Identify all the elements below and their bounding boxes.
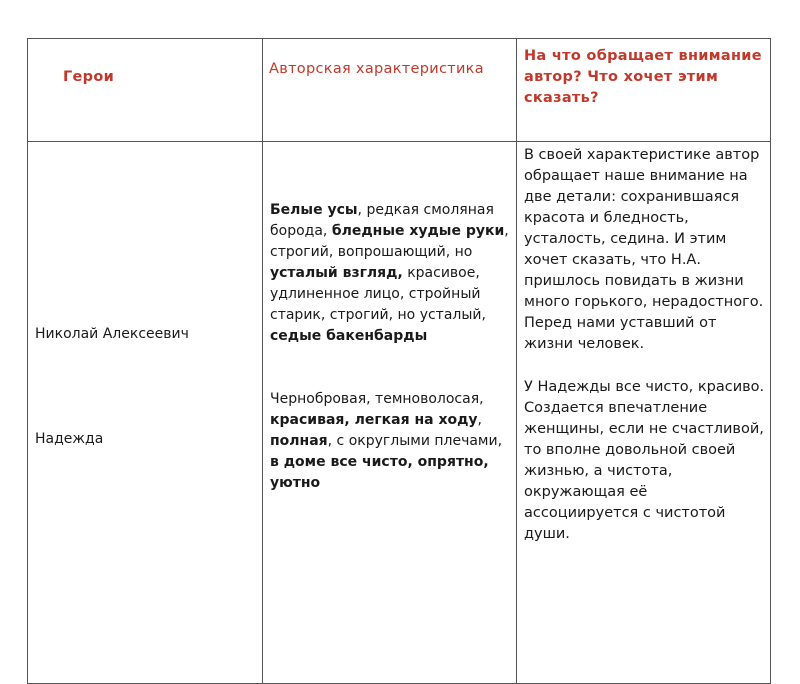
intent-nikolai: В своей характеристике автор обращает наше внимание на две детали: сохранившаяся красота и бледность, усталость, седина. И этим хочет сказать, что Н.А. пришлось повидать в жизни много горького, нерадостного. Перед нами уставший от жизни человек. [524, 147, 764, 352]
text-run: Чернобровая, темноволосая, [270, 391, 484, 407]
bold-run: полная [270, 433, 328, 449]
header-author-characteristic: Авторская характеристика [263, 39, 517, 142]
table-row [28, 142, 771, 684]
bold-run: Белые усы [270, 202, 358, 218]
text-run: , редкая смоляная борода, [270, 202, 494, 239]
characteristic-nadezhda [270, 389, 510, 494]
bold-run: бледные худые руки [331, 223, 505, 239]
characteristics-cell [263, 142, 517, 684]
header-heroes: Герои [28, 39, 263, 142]
text-run: , с округлыми плечами, [327, 433, 503, 449]
bold-run: усталый взгляд, [270, 265, 403, 281]
bold-run: в доме все чисто, опрятно, уютно [270, 454, 489, 491]
intent-cell [517, 142, 771, 684]
heroes-cell [28, 142, 263, 684]
characteristic-nikolai [270, 200, 510, 347]
table-header-row [28, 39, 771, 142]
text-run: , [477, 412, 482, 428]
header-author-intent: На что обращает внимание автор? Что хочет этим сказать? [517, 39, 771, 142]
hero-name-nadezhda: Надежда [35, 431, 104, 447]
bold-run: седые бакенбарды [270, 328, 428, 344]
text-run: красивое, удлиненное лицо, стройный старик, строгий, но усталый, [270, 265, 486, 323]
text-run: , строгий, вопрошающий, но [270, 223, 509, 260]
bold-run: красивая, легкая на ходу [270, 412, 478, 428]
hero-name-nikolai: Николай Алексеевич [35, 326, 189, 342]
intent-nadezhda: У Надежды все чисто, красиво. Создается впечатление женщины, если не счастливой, то вполне довольной своей жизнью, а чистота, окружающая её ассоциируется с чистотой души. [524, 379, 765, 542]
hero-comparison-table [27, 38, 771, 684]
